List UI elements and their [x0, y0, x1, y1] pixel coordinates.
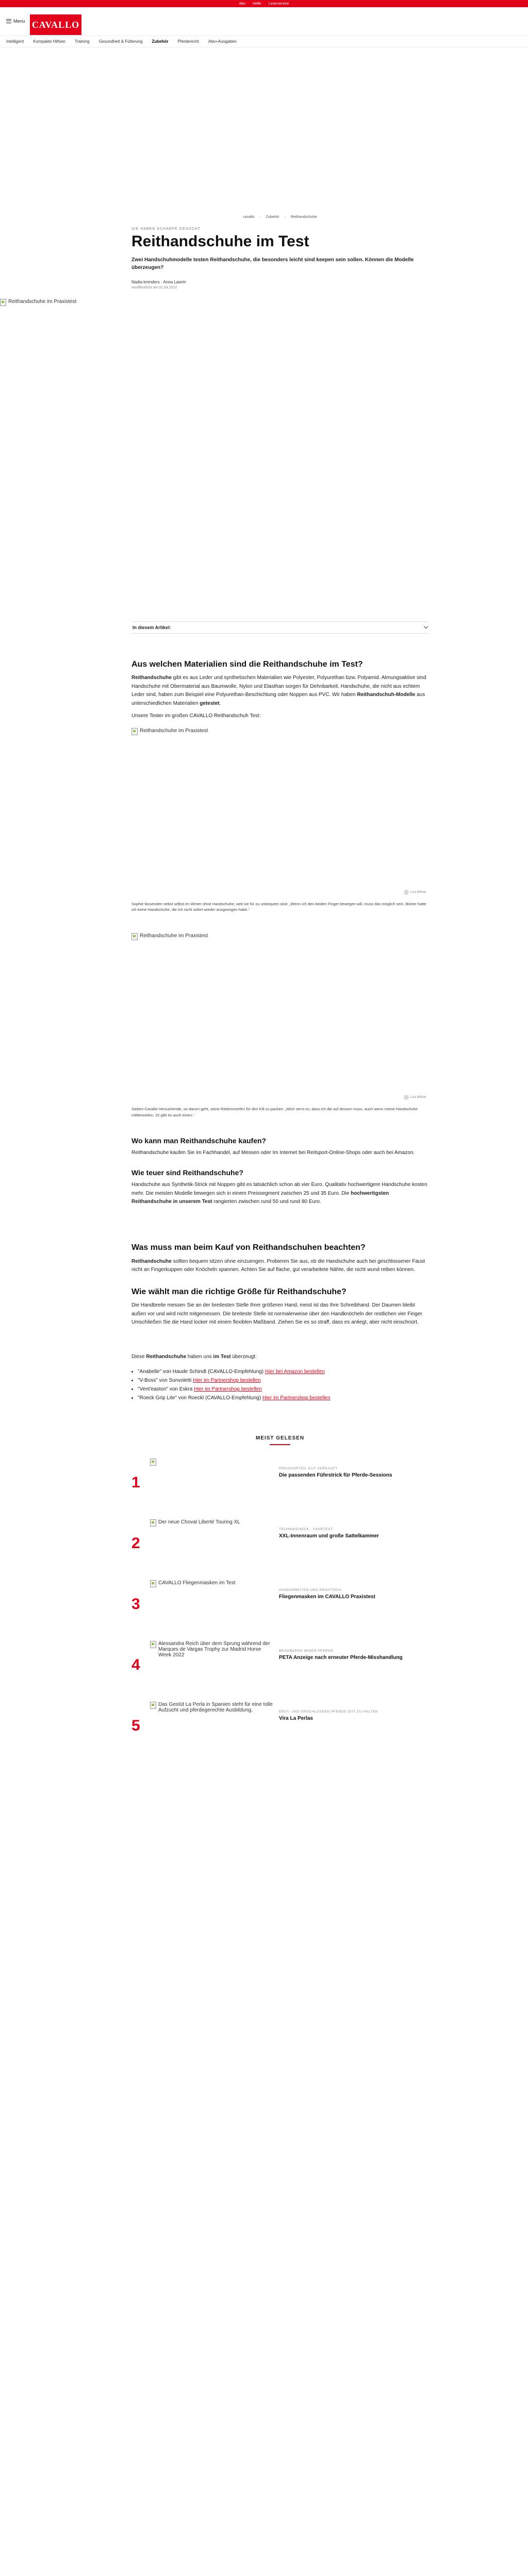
nav-item-intelligent[interactable]: Intelligent — [6, 39, 24, 44]
nav-item-pferderecht[interactable]: Pferderecht — [177, 39, 199, 44]
teaser-image — [150, 1459, 274, 1510]
paragraph-buying-tips: Reithandschuhe sollten bequem sitzen ohne einzuengen. Probieren Sie aus, ob die Handschuhe auch bei geschlossener Faust nicht an Fingerkuppen oder Knöcheln spannen. Achten Sie auf flache, gut verarbeitete Nähte, die nicht wund reiben können. — [131, 1258, 425, 1273]
list-item: • "Roeck Grip Lite" von Roeckl (CAVALLO-Empfehlung) Hier im Partnershop bestellen — [138, 1394, 428, 1402]
paragraph-materials: Reithandschuhe gibt es aus Leder und synthetischen Materialien wie Polyester, Polyurethan bzw. Polyamid. Atmungsaktive sind Handschuhe mit Obermaterial aus Baumwolle, Nylon und Elasthan sorgen für Dehnbarkeit. Handschuhe, die nicht aus echtem Leder sind, haben zum Beispiel eine Polyurethan-Beschichtung oder Noppen aus PVC. Wir haben Reithandschuh-Modelle aus unterschiedlichen Materialien getestet. — [131, 675, 426, 706]
breadcrumb-item-current: Reithandschuhe — [290, 215, 317, 219]
breadcrumb-item-home[interactable]: cavallo — [243, 215, 255, 219]
hamburger-icon — [6, 19, 11, 23]
broken-image-icon — [150, 1519, 156, 1527]
table-of-contents-toggle[interactable] — [131, 621, 428, 634]
topbar-link-hefte[interactable]: Hefte — [253, 2, 261, 6]
page-title: Reithandschuhe im Test — [131, 233, 309, 250]
rank-number: 4 — [131, 1656, 140, 1674]
most-viewed-heading: MEIST GELESEN — [131, 1435, 428, 1445]
image-credit: Lisa Mittner — [404, 1095, 426, 1100]
picks-list — [131, 1367, 428, 1402]
top-bar — [0, 0, 528, 7]
shop-link[interactable]: Hier bei Amazon bestellen — [265, 1369, 325, 1375]
section-picks — [131, 1353, 428, 1403]
nav-item-abo-ausgaben[interactable]: Abo+Ausgaben — [208, 39, 237, 44]
chevron-down-icon — [424, 624, 428, 629]
teaser-title[interactable]: Die passenden Führstrick für Pferde-Sessions — [279, 1472, 392, 1479]
teaser-title[interactable]: PETA Anzeige nach erneuter Pferde-Misshandlung — [279, 1655, 403, 1661]
picks-intro: Diese Reithandschuhe haben uns im Test überzeugt: — [131, 1353, 257, 1360]
most-viewed-list — [131, 1459, 428, 1762]
topbar-link-abo[interactable]: Abo — [239, 2, 246, 6]
section-materials — [131, 659, 428, 1118]
section-buying-tips — [131, 1243, 428, 1275]
paragraph-testers: Unsere Tester im großen CAVALLO Reithandschuh Test: — [131, 713, 261, 719]
site-logo[interactable] — [30, 14, 81, 35]
inline-image-2-alt: Reithandschuhe im Praxistest — [140, 933, 208, 939]
toc-label: In diesem Artikel: — [133, 624, 171, 630]
teaser-title[interactable]: Vira La Perlas — [279, 1716, 313, 1722]
rank-number: 3 — [131, 1596, 140, 1613]
teaser-title[interactable]: Fliegenmasken im CAVALLO Praxistest — [279, 1594, 375, 1600]
most-viewed-item[interactable] — [131, 1580, 428, 1641]
broken-image-icon — [150, 1580, 156, 1587]
section-where-to-buy — [131, 1137, 428, 1158]
breadcrumb — [131, 215, 428, 219]
rank-number: 5 — [131, 1717, 140, 1735]
image-caption-1: Sophie fassenden nebst selbst im Winter ohne Handschuhe, weil sie für zu unbequem sind: „Wenn ich den beiden Finger bewegen will, muss das möglich sein. Bisher hatte ich keine Handschuhe, die ich nicht sofort wieder ausgezogen habe.“ — [131, 901, 426, 912]
most-viewed-item[interactable] — [131, 1702, 428, 1762]
teaser-kicker: PREISVORTEIL GUT VERKAUFT — [279, 1467, 338, 1471]
menu-button[interactable] — [6, 19, 25, 24]
teaser-kicker: TECHNIKCHECK · FAHRTEST — [279, 1528, 333, 1532]
image-credit: Lisa Mittner — [404, 890, 426, 895]
list-item: • "Anabelle" von Haude Schindt (CAVALLO-Empfehlung) Hier bei Amazon bestellen — [138, 1367, 428, 1376]
nav-item-gesundheit[interactable]: Gesundheit & Fütterung — [98, 39, 143, 44]
broken-image-icon — [131, 728, 138, 735]
article-teaser: Zwei Handschuhmodelle testen Reithandschuhe, die besonders leicht sind keepen sein sollen. Können die Modelle überzeugen? — [131, 257, 414, 270]
teaser-image: Alessandra Reich über dem Sprung während der Marques de Vargas Trophy zur Madrid Horse Week 2022 — [150, 1641, 274, 1692]
menu-label: Menu — [13, 19, 25, 24]
inline-image-2 — [131, 933, 428, 1103]
shop-link[interactable]: Hier im Partnershop bestellen — [262, 1395, 331, 1401]
broken-image-icon — [131, 933, 138, 940]
main-nav — [0, 36, 528, 47]
list-item: • "Vent'easton" von Eskra Hier im Partnershop bestellen — [138, 1385, 428, 1394]
teaser-kicker: HANDARBEITEN UND PRAKTISCH — [279, 1588, 342, 1592]
inline-image-1 — [131, 728, 428, 898]
heading-materials: Aus welchen Materialien sind die Reithandschuhe im Test? — [131, 659, 363, 669]
rank-number: 2 — [131, 1535, 140, 1552]
breadcrumb-item-zubehoer[interactable]: Zubehör — [266, 215, 279, 219]
heading-buying-tips: Was muss man beim Kauf von Reithandschuhen beachten? — [131, 1243, 366, 1252]
broken-image-icon — [150, 1459, 156, 1466]
teaser-kicker: ERST- UND ERSCHLOSSEN PFERDE GUT ZU HALTEN — [279, 1710, 378, 1714]
logo-text: CAVALLO — [31, 19, 80, 30]
article-column — [8, 215, 428, 1762]
article-date: veröffentlicht am 01.04.2022 — [131, 285, 177, 290]
topbar-link-leserservice[interactable]: Leserservice — [268, 2, 289, 6]
heading-size: Wie wählt man die richtige Größe für Reithandschuhe? — [131, 1287, 346, 1296]
section-price — [131, 1168, 428, 1207]
shop-link[interactable]: Hier im Partnershop bestellen — [193, 1378, 261, 1384]
breadcrumb-separator: › — [259, 215, 261, 219]
heading-where-to-buy: Wo kann man Reithandschuhe kaufen? — [131, 1136, 267, 1145]
site-header — [0, 7, 528, 36]
article-kicker: SIE HABEN SCHÄRFE GESUCHT — [131, 227, 201, 231]
heading-price: Wie teuer sind Reithandschuhe? — [131, 1168, 243, 1177]
nav-item-training[interactable]: Training — [74, 39, 90, 44]
nav-item-zubehoer[interactable]: Zubehör — [152, 39, 169, 44]
most-viewed-item[interactable] — [131, 1519, 428, 1580]
teaser-kicker: BESONDERS WIDER PFERDE — [279, 1649, 334, 1653]
article-author[interactable]: Nadia brenders · Anna Lawrin — [131, 279, 186, 284]
inline-image-1-alt: Reithandschuhe im Praxistest — [140, 727, 208, 734]
most-viewed-item[interactable] — [131, 1641, 428, 1702]
rank-number: 1 — [131, 1474, 140, 1492]
teaser-title[interactable]: XXL-Innenraum und große Sattelkammer — [279, 1533, 379, 1539]
broken-image-icon — [150, 1641, 156, 1648]
hero-image — [0, 299, 528, 603]
paragraph-price: Handschuhe aus Synthetik-Strick mit Noppen gibt es tatsächlich schon ab vier Euro. Qualitativ hochwertigere Handschuhe kosten mehr. Die meisten Modelle bewegen sich in einem Preissegment zwischen 25 und 35 Euro. Die hochwertigsten Reithandschuhe in unserem Test rangierten zwischen rund 50 und rund 80 Euro. — [131, 1182, 427, 1205]
breadcrumb-separator: › — [284, 215, 286, 219]
teaser-image: Das Gestüt La Perla in Spanien steht für eine tolle Aufzucht und pferdegerechte Ausbildung. — [150, 1702, 274, 1753]
broken-image-icon — [0, 299, 6, 306]
list-item: • "V-Boss" von Sunvoletti Hier im Partnershop bestellen — [138, 1376, 428, 1385]
teaser-image: CAVALLO Fliegenmasken im Test — [150, 1580, 274, 1632]
most-viewed-item[interactable] — [131, 1459, 428, 1519]
broken-image-icon — [150, 1702, 156, 1709]
paragraph-where-to-buy: Reithandschuhe kaufen Sie im Fachhandel, auf Messen oder Im Internet bei Reitsport-Online-Shops oder auch bei Amazon. — [131, 1149, 415, 1156]
section-size — [131, 1287, 428, 1327]
nav-item-kompakte-hilfsen[interactable]: Kompakte Hilfsen — [33, 39, 65, 44]
image-caption-2: Sieben Cavallo-Versuchende, so darum geht, seine Reiterinnerfen für den Kill zu packen: „Mich nervt es, dass ich die auf dessen muss, auch wenn meine Handschuhe mittlerweilen, 15 gibt es auch einen.“ — [131, 1107, 418, 1117]
hero-image-alt: Reithandschuhe im Praxistest — [8, 298, 77, 304]
paragraph-size: Die Handbreite messen Sie an der breitesten Stelle Ihrer größeren Hand, meist ist das Ihre Schreibhand. Der Daumen bleibt außen vor und wird nicht mitgemessen. Die breiteste Stelle ist normalerweise über den Handknöcheln der restlichen vier Finger. Umschließen Sie die Hand locker mit einem flexiblen Maßband. Ziehen Sie es so straff, dass es anliegt, aber nicht einschnürt. — [131, 1302, 423, 1326]
shop-link[interactable]: Hier im Partnershop bestellen — [194, 1386, 262, 1393]
teaser-image: Der neue Choval Liberté Touring XL — [150, 1519, 274, 1571]
